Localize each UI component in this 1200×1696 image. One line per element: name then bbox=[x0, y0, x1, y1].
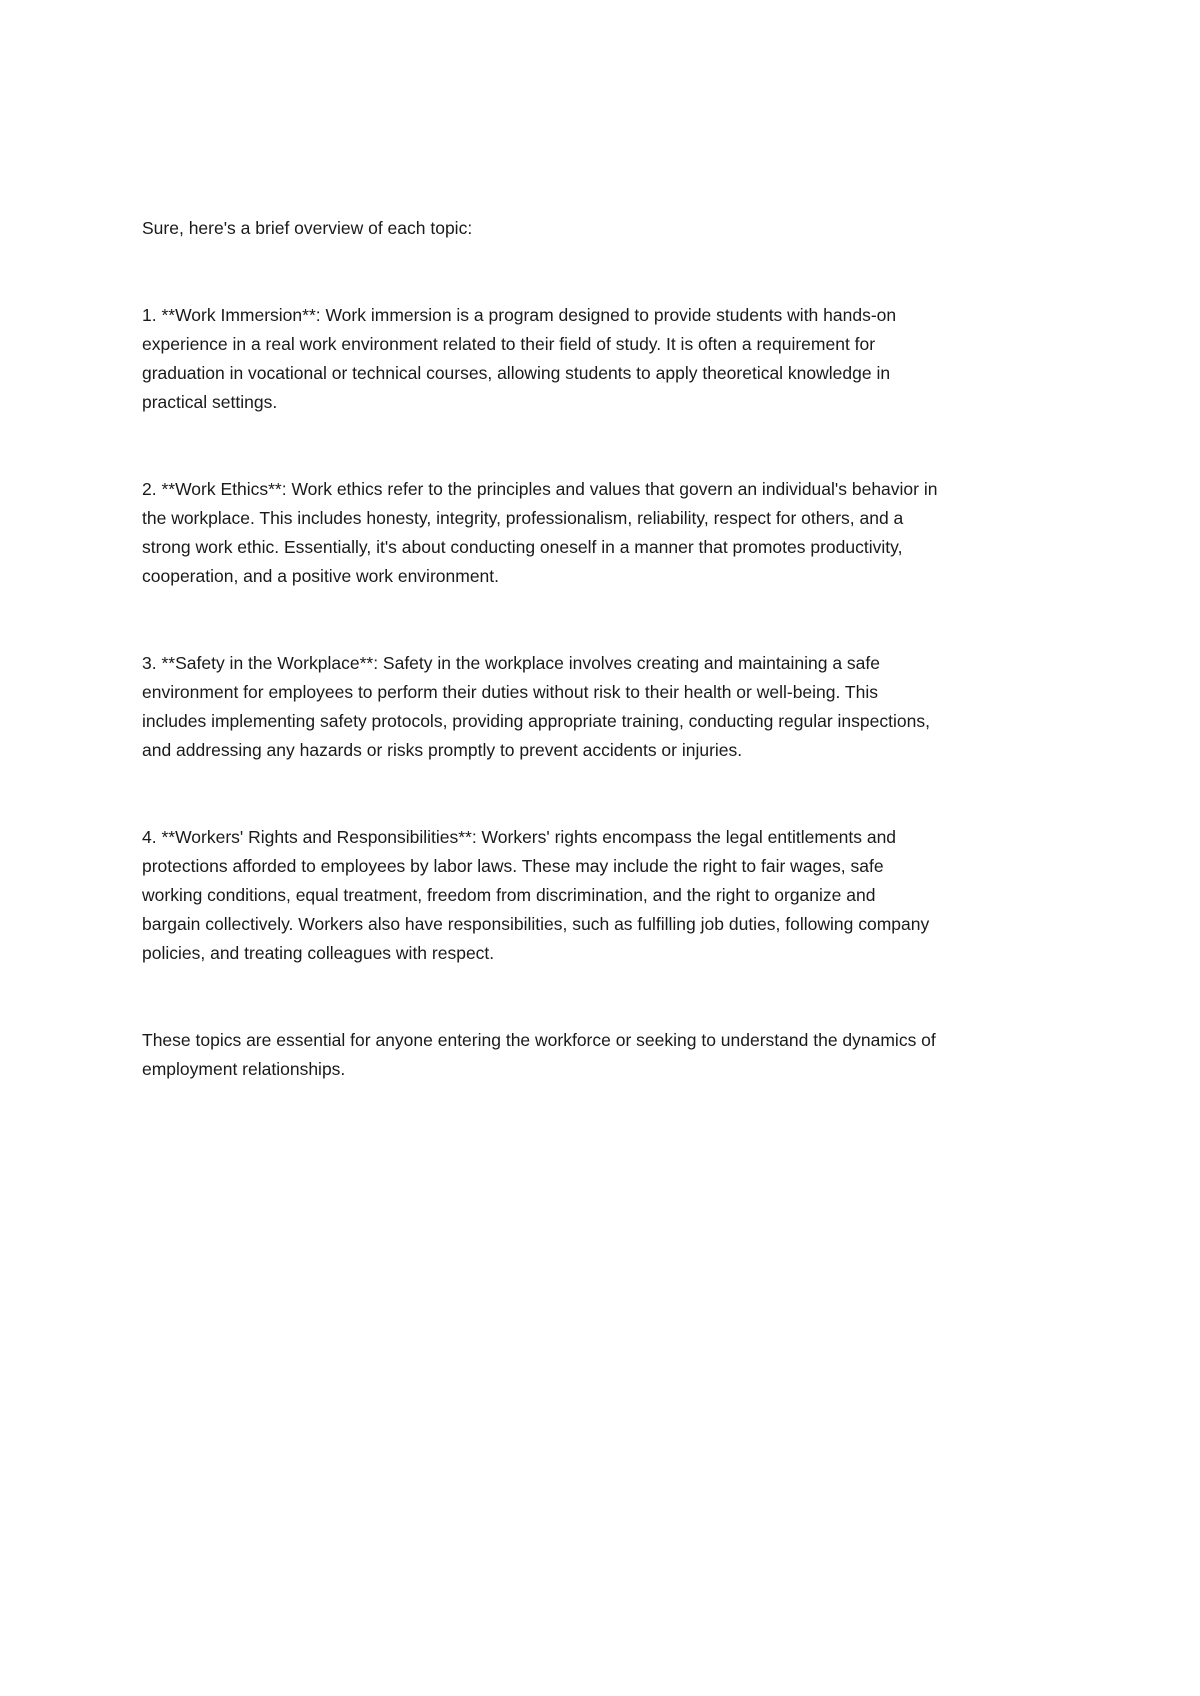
paragraph-gap bbox=[142, 968, 1082, 1026]
section-safety-in-workplace bbox=[142, 649, 1082, 765]
closing-paragraph bbox=[142, 1026, 1082, 1084]
closing-line: employment relationships. bbox=[142, 1059, 346, 1079]
paragraph-gap bbox=[142, 765, 1082, 823]
section-work-ethics bbox=[142, 475, 1082, 591]
intro-text: Sure, here's a brief overview of each topic: bbox=[142, 218, 473, 238]
section-line: practical settings. bbox=[142, 392, 278, 412]
section-line: 4. **Workers' Rights and Responsibilities**: Workers' rights encompass the legal entitlements and bbox=[142, 827, 897, 847]
section-line: strong work ethic. Essentially, it's about conducting oneself in a manner that promotes productivity, bbox=[142, 537, 903, 557]
document-body bbox=[142, 214, 1082, 1084]
paragraph-gap bbox=[142, 243, 1082, 301]
section-line: working conditions, equal treatment, freedom from discrimination, and the right to organize and bbox=[142, 885, 876, 905]
closing-line: These topics are essential for anyone entering the workforce or seeking to understand the dynamics of bbox=[142, 1030, 936, 1050]
section-line: the workplace. This includes honesty, integrity, professionalism, reliability, respect for others, and a bbox=[142, 508, 904, 528]
section-workers-rights bbox=[142, 823, 1082, 968]
section-line: 2. **Work Ethics**: Work ethics refer to the principles and values that govern an individual's behavior in bbox=[142, 479, 938, 499]
section-line: cooperation, and a positive work environment. bbox=[142, 566, 500, 586]
section-line: and addressing any hazards or risks promptly to prevent accidents or injuries. bbox=[142, 740, 743, 760]
paragraph-gap bbox=[142, 591, 1082, 649]
section-line: includes implementing safety protocols, providing appropriate training, conducting regular inspections, bbox=[142, 711, 930, 731]
section-line: 3. **Safety in the Workplace**: Safety in the workplace involves creating and maintaining a safe bbox=[142, 653, 881, 673]
section-line: environment for employees to perform their duties without risk to their health or well-being. This bbox=[142, 682, 878, 702]
section-line: experience in a real work environment related to their field of study. It is often a requirement for bbox=[142, 334, 876, 354]
section-line: graduation in vocational or technical courses, allowing students to apply theoretical knowledge in bbox=[142, 363, 891, 383]
paragraph-gap bbox=[142, 417, 1082, 475]
section-line: policies, and treating colleagues with respect. bbox=[142, 943, 495, 963]
section-line: bargain collectively. Workers also have responsibilities, such as fulfilling job duties, following company bbox=[142, 914, 930, 934]
section-work-immersion bbox=[142, 301, 1082, 417]
section-line: 1. **Work Immersion**: Work immersion is a program designed to provide students with hands-on bbox=[142, 305, 897, 325]
section-line: protections afforded to employees by labor laws. These may include the right to fair wages, safe bbox=[142, 856, 884, 876]
